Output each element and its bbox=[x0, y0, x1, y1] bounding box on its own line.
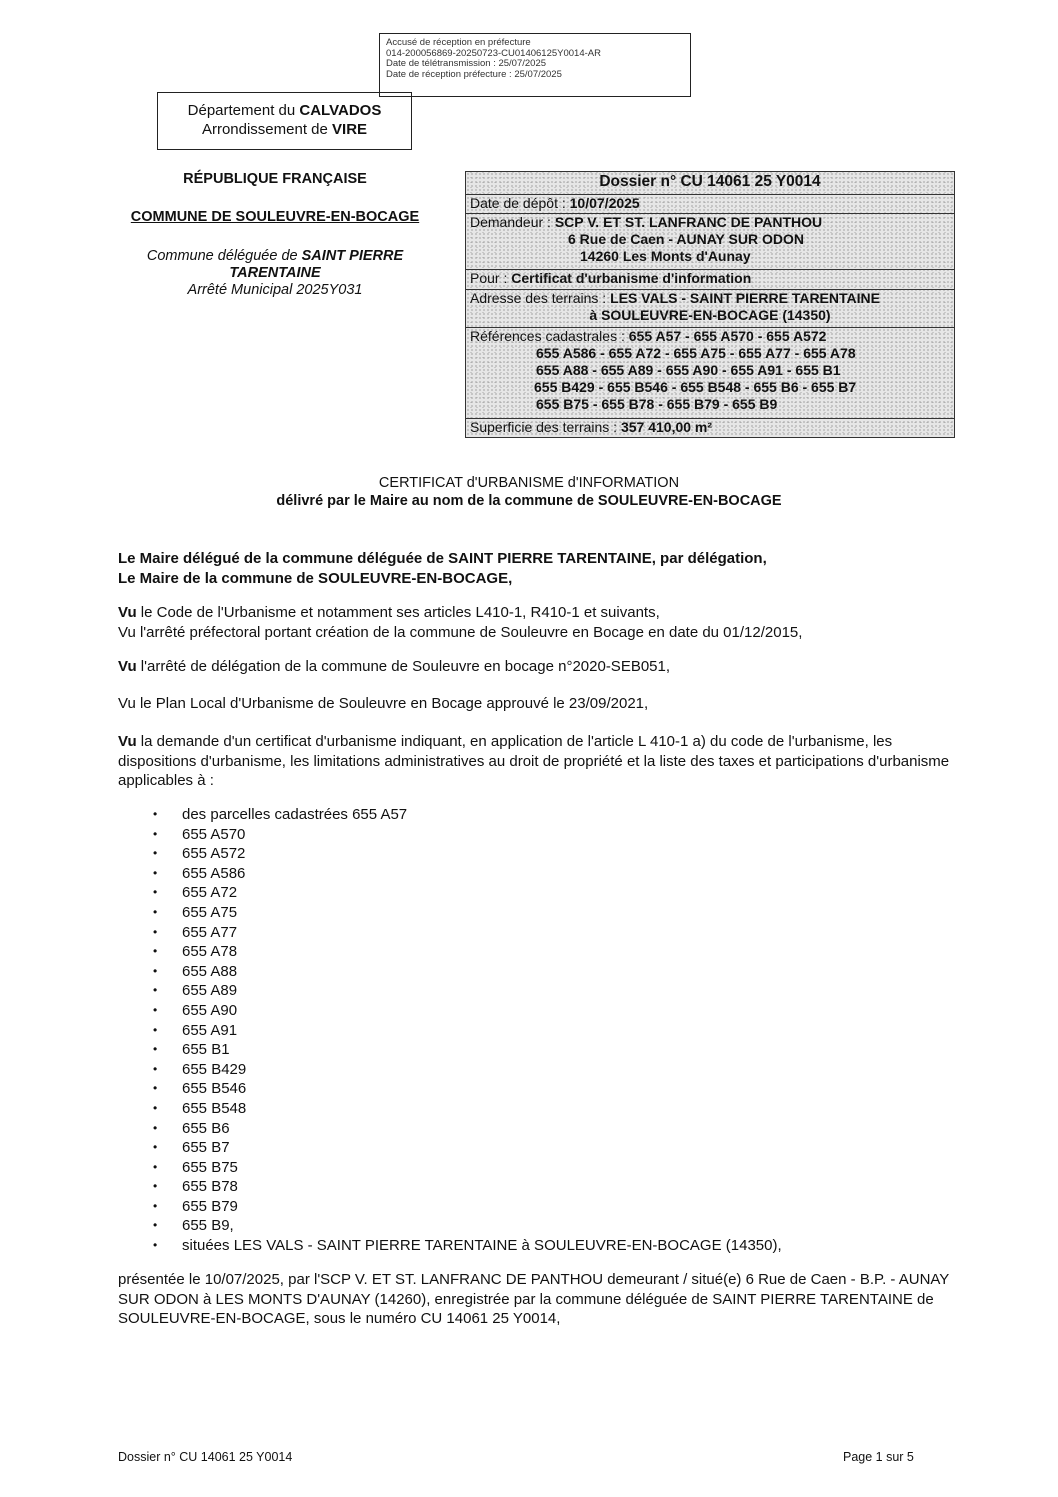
parcel-item bbox=[118, 1197, 958, 1217]
parcel-item bbox=[118, 1158, 958, 1178]
adresse-label: Adresse des terrains : bbox=[470, 290, 611, 306]
bullet-icon: • bbox=[153, 1238, 158, 1253]
parcel-item bbox=[118, 805, 958, 825]
bullet-icon: • bbox=[153, 1179, 158, 1194]
parcel-text: 655 A572 bbox=[182, 845, 246, 863]
parcel-item bbox=[118, 844, 958, 864]
dossier-demandeur-row bbox=[466, 214, 954, 270]
vu-word: Vu bbox=[118, 658, 137, 675]
vu-code bbox=[118, 603, 958, 642]
pour-label: Pour : bbox=[470, 270, 512, 286]
bullet-icon: • bbox=[153, 1198, 158, 1213]
demandeur-line bbox=[470, 214, 950, 231]
parcel-item bbox=[118, 1021, 958, 1041]
certificate-subtitle: délivré par le Maire au nom de la commune de SOULEUVRE-EN-BOCAGE bbox=[276, 493, 782, 509]
maire-line: Le Maire délégué de la commune déléguée de SAINT PIERRE TARENTAINE, par délégation, bbox=[118, 550, 767, 567]
parcel-text: des parcelles cadastrées 655 A57 bbox=[182, 806, 408, 823]
maire-line: Le Maire de la commune de SOULEUVRE-EN-BOCAGE, bbox=[118, 569, 513, 587]
parcel-text: 655 B78 bbox=[182, 1178, 238, 1196]
parcel-text: 655 A90 bbox=[182, 1001, 238, 1019]
parcel-text: 655 B548 bbox=[182, 1099, 247, 1117]
footer-page-number: Page 1 sur 5 bbox=[843, 1450, 914, 1464]
parcel-text: 655 A91 bbox=[182, 1021, 238, 1039]
parcel-item bbox=[118, 962, 958, 982]
parcel-item bbox=[118, 1138, 958, 1158]
parcel-text: 655 A75 bbox=[182, 903, 238, 921]
bullet-icon: • bbox=[153, 944, 158, 959]
dossier-title: Dossier n° CU 14061 25 Y0014 bbox=[466, 172, 954, 195]
dossier-adresse-row bbox=[466, 290, 954, 328]
date-label: Date de dépôt : bbox=[470, 195, 570, 211]
receipt-line: Date de réception préfecture : 25/07/2025 bbox=[386, 68, 562, 80]
department-name: CALVADOS bbox=[299, 102, 382, 119]
refs-label: Références cadastrales : bbox=[470, 328, 629, 344]
bullet-icon: • bbox=[153, 983, 158, 998]
bullet-icon: • bbox=[153, 885, 158, 900]
footer-dossier: Dossier n° CU 14061 25 Y0014 bbox=[118, 1450, 293, 1464]
bullet-icon: • bbox=[153, 1100, 158, 1115]
parcel-text: 655 B7 bbox=[182, 1139, 230, 1157]
refs-line: 655 A88 - 655 A89 - 655 A90 - 655 A91 - 655 B1 bbox=[536, 362, 841, 378]
parcel-item bbox=[118, 981, 958, 1001]
bullet-icon: • bbox=[153, 807, 158, 821]
parcel-text: 655 B75 bbox=[182, 1158, 238, 1176]
dossier-superficie-row bbox=[466, 419, 954, 437]
bullet-icon: • bbox=[153, 1081, 158, 1096]
dossier-box bbox=[465, 171, 955, 438]
refs-line: 655 A586 - 655 A72 - 655 A75 - 655 A77 - 655 A78 bbox=[536, 345, 856, 361]
dossier-pour-row bbox=[466, 270, 954, 290]
department-line bbox=[158, 101, 411, 120]
adresse-line bbox=[470, 290, 950, 307]
bullet-icon: • bbox=[153, 924, 158, 939]
bullet-icon: • bbox=[153, 826, 158, 841]
refs-line bbox=[470, 328, 950, 345]
parcel-text: 655 A78 bbox=[182, 943, 238, 961]
parcel-item bbox=[118, 1040, 958, 1060]
bullet-icon: • bbox=[153, 1002, 158, 1017]
parcel-item bbox=[118, 1001, 958, 1021]
deleguee-line bbox=[120, 248, 430, 282]
vu-demande-text: la demande d'un certificat d'urbanisme indiquant, en application de l'article L 410-1 a) du code de l'urbanisme, les dispositions d'urbanisme, les limitations administratives au droit de propriété et la liste des taxes et participations d'urbanisme applicables à : bbox=[118, 733, 950, 789]
parcel-text: 655 A570 bbox=[182, 825, 246, 843]
bullet-icon: • bbox=[153, 1042, 158, 1057]
parcel-text: 655 A586 bbox=[182, 864, 246, 882]
parcel-text: 655 B1 bbox=[182, 1041, 230, 1059]
vu-code-text: le Code de l'Urbanisme et notamment ses articles L410-1, R410-1 et suivants, bbox=[136, 604, 660, 621]
parcel-item bbox=[118, 1216, 958, 1236]
vu-code-line bbox=[118, 603, 958, 623]
bullet-icon: • bbox=[153, 1120, 158, 1135]
demandeur-address: 6 Rue de Caen - AUNAY SUR ODON bbox=[568, 231, 804, 247]
parcel-item bbox=[118, 903, 958, 923]
demandeur-label: Demandeur : bbox=[470, 214, 555, 230]
arrondissement-name: VIRE bbox=[332, 121, 368, 138]
bullet-icon: • bbox=[153, 1022, 158, 1037]
department-box bbox=[157, 92, 412, 150]
adresse-commune: à SOULEUVRE-EN-BOCAGE (14350) bbox=[589, 307, 831, 323]
demandeur-city: 14260 Les Monts d'Aunay bbox=[580, 248, 751, 264]
parcel-text: 655 A89 bbox=[182, 982, 238, 1000]
certificate-title: CERTIFICAT d'URBANISME d'INFORMATION bbox=[378, 475, 680, 491]
parcel-item bbox=[118, 1236, 958, 1256]
parcel-item bbox=[118, 1099, 958, 1119]
bullet-icon: • bbox=[153, 904, 158, 919]
deleguee-name: SAINT PIERRE TARENTAINE bbox=[229, 248, 404, 281]
parcel-list bbox=[118, 805, 958, 1256]
arrondissement-line bbox=[158, 120, 411, 139]
receipt-line: Date de télétransmission : 25/07/2025 bbox=[386, 58, 547, 69]
vu-prefectoral-line: Vu l'arrêté préfectoral portant création de la commune de Souleuvre en Bocage en date du 01/12/2015, bbox=[118, 623, 803, 641]
refs-value: 655 A57 - 655 A570 - 655 A572 bbox=[628, 328, 827, 344]
receipt-line: Accusé de réception en préfecture bbox=[386, 37, 531, 48]
vu-delegation bbox=[118, 657, 958, 677]
parcel-item bbox=[118, 825, 958, 845]
vu-plu: Vu le Plan Local d'Urbanisme de Souleuvre en Bocage approuvé le 23/09/2021, bbox=[118, 695, 649, 712]
vu-delegation-text: l'arrêté de délégation de la commune de Souleuvre en bocage n°2020-SEB051, bbox=[136, 658, 671, 675]
parcel-item bbox=[118, 1079, 958, 1099]
parcel-text: 655 B9, bbox=[182, 1217, 234, 1235]
superficie-label: Superficie des terrains : bbox=[470, 419, 621, 435]
parcel-text: 655 B546 bbox=[182, 1080, 247, 1098]
bullet-icon: • bbox=[153, 963, 158, 978]
arrete-number: Arrêté Municipal 2025Y031 bbox=[187, 282, 363, 298]
parcel-item bbox=[118, 1177, 958, 1197]
deleguee-prefix: Commune déléguée de bbox=[146, 248, 302, 264]
parcel-item bbox=[118, 1119, 958, 1139]
superficie-value: 357 410,00 m² bbox=[620, 419, 713, 435]
parcel-item bbox=[118, 1060, 958, 1080]
date-value: 10/07/2025 bbox=[569, 195, 640, 211]
refs-line: 655 B75 - 655 B78 - 655 B79 - 655 B9 bbox=[536, 396, 778, 412]
adresse-value: LES VALS - SAINT PIERRE TARENTAINE bbox=[610, 290, 880, 306]
bullet-icon: • bbox=[153, 1061, 158, 1076]
parcel-text: 655 B429 bbox=[182, 1060, 247, 1078]
department-prefix: Département du bbox=[187, 102, 300, 119]
dossier-references-row bbox=[466, 328, 954, 419]
parcel-text: 655 A77 bbox=[182, 923, 238, 941]
parcel-item bbox=[118, 942, 958, 962]
parcel-item bbox=[118, 923, 958, 943]
pour-value: Certificat d'urbanisme d'information bbox=[511, 270, 752, 286]
vu-word: Vu bbox=[118, 733, 137, 750]
parcel-item bbox=[118, 883, 958, 903]
presentee-paragraph: présentée le 10/07/2025, par l'SCP V. ET ST. LANFRANC DE PANTHOU demeurant / situé(e) 6 Rue de Caen - B.P. - AUNAY SUR ODON à LES MONTS D'AUNAY (14260), enregistrée par la commune déléguée de SAINT PIERRE TARENTAINE de SOULEUVRE-EN-BOCAGE, sous le numéro CU 14061 25 Y0014, bbox=[118, 1271, 950, 1327]
bullet-icon: • bbox=[153, 1159, 158, 1174]
vu-demande bbox=[118, 732, 958, 791]
parcel-text: 655 A88 bbox=[182, 962, 238, 980]
bullet-icon: • bbox=[153, 846, 158, 861]
commune-heading: COMMUNE DE SOULEUVRE-EN-BOCAGE bbox=[130, 209, 420, 225]
vu-word: Vu bbox=[118, 604, 137, 621]
commune-deleguee bbox=[120, 248, 430, 299]
arrondissement-prefix: Arrondissement de bbox=[201, 121, 333, 138]
republique-heading: RÉPUBLIQUE FRANÇAISE bbox=[183, 171, 367, 187]
bullet-icon: • bbox=[153, 865, 158, 880]
parcel-text: situées LES VALS - SAINT PIERRE TARENTAINE à SOULEUVRE-EN-BOCAGE (14350), bbox=[182, 1237, 782, 1255]
receipt-stamp bbox=[379, 33, 691, 97]
parcel-text: 655 A72 bbox=[182, 884, 238, 902]
parcel-text: 655 B6 bbox=[182, 1119, 230, 1137]
parcel-text: 655 B79 bbox=[182, 1197, 238, 1215]
parcel-list-container bbox=[118, 805, 958, 1256]
demandeur-name: SCP V. ET ST. LANFRANC DE PANTHOU bbox=[554, 214, 823, 230]
certificate-heading bbox=[0, 474, 1058, 510]
refs-line: 655 B429 - 655 B546 - 655 B548 - 655 B6 - 655 B7 bbox=[534, 379, 857, 395]
maire-heading bbox=[118, 549, 958, 588]
bullet-icon: • bbox=[153, 1140, 158, 1155]
receipt-line: 014-200056869-20250723-CU01406125Y0014-AR bbox=[386, 47, 601, 59]
parcel-item bbox=[118, 864, 958, 884]
dossier-date-row bbox=[466, 195, 954, 214]
bullet-icon: • bbox=[153, 1218, 158, 1233]
